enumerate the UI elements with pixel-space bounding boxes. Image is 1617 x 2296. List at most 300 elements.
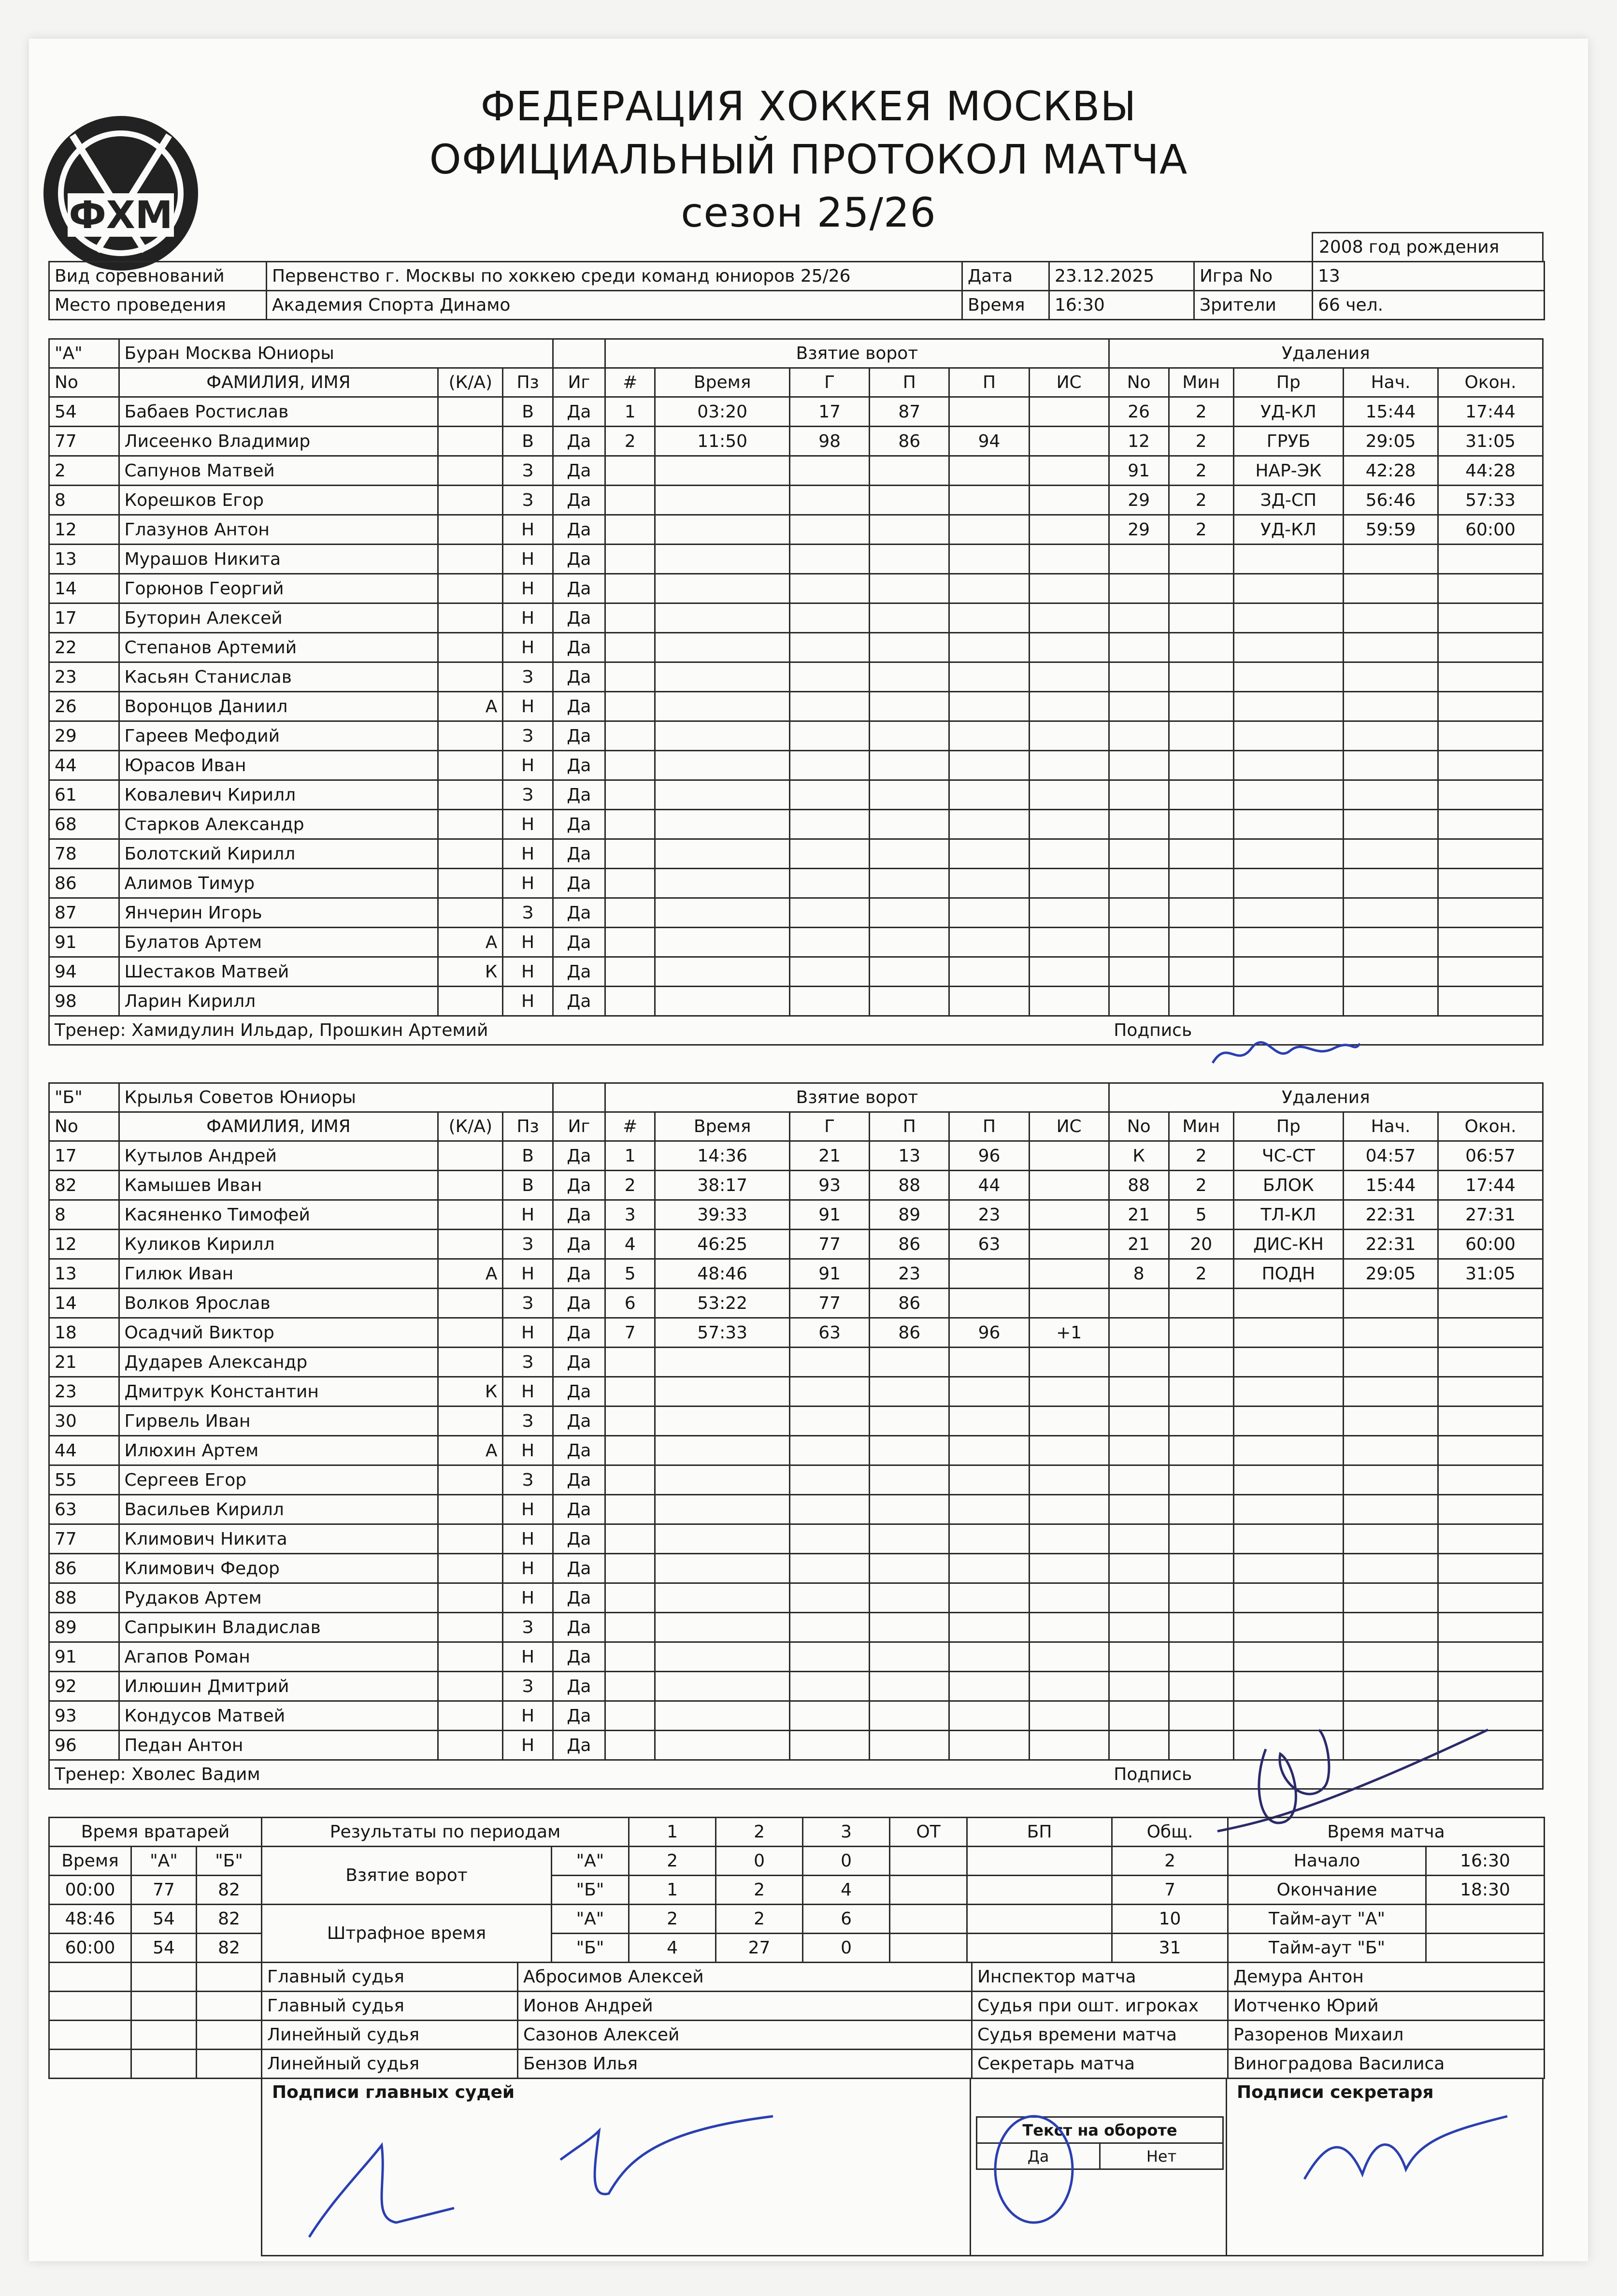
timeout-b-value — [1426, 1934, 1545, 1963]
player-role — [438, 898, 503, 928]
official-row — [972, 2021, 1545, 2050]
player-role — [438, 633, 503, 662]
player-played: Да — [553, 397, 605, 427]
player-played: Да — [553, 603, 605, 633]
period-3: 6 — [803, 1905, 890, 1934]
goal-scorer: 98 — [790, 427, 870, 456]
player-role — [438, 1200, 503, 1230]
player-position: Н — [503, 1642, 553, 1672]
period-1-header: 1 — [629, 1818, 716, 1847]
player-row — [49, 957, 1543, 987]
goal-scorer-header: Г — [790, 368, 870, 397]
player-role — [438, 1701, 503, 1731]
timeout-a-label: Тайм-аут "А" — [1228, 1905, 1426, 1934]
official-role: Судья при ошт. игроках — [972, 1992, 1228, 2021]
goalie-b: 82 — [197, 1905, 262, 1934]
goal-assist2 — [949, 397, 1029, 427]
player-role — [438, 662, 503, 692]
player-number: 44 — [49, 1436, 119, 1465]
player-row — [49, 1613, 1543, 1642]
player-number: 55 — [49, 1465, 119, 1495]
player-number: 94 — [49, 957, 119, 987]
player-role — [438, 1171, 503, 1200]
player-role — [438, 1348, 503, 1377]
player-position: Н — [503, 1583, 553, 1613]
player-role — [438, 397, 503, 427]
player-played: Да — [553, 545, 605, 574]
period-2: 27 — [716, 1934, 803, 1963]
player-name: Агапов Роман — [119, 1642, 438, 1672]
player-row — [49, 987, 1543, 1016]
player-position: З — [503, 456, 553, 486]
player-role — [438, 486, 503, 515]
pen-end: 31:05 — [1438, 1259, 1543, 1289]
info-table — [48, 261, 1545, 320]
player-role — [438, 427, 503, 456]
goal-time: 48:46 — [655, 1259, 790, 1289]
player-position: З — [503, 721, 553, 751]
goals-row-label: Взятие ворот — [262, 1847, 552, 1905]
player-role — [438, 515, 503, 545]
team-letter: "Б" — [49, 1083, 119, 1112]
goal-time: 14:36 — [655, 1141, 790, 1171]
player-role — [438, 751, 503, 780]
goal-time-header: Время — [655, 368, 790, 397]
officials-right-table — [971, 1962, 1545, 2079]
goal-assist2: 44 — [949, 1171, 1029, 1200]
season-title: сезон 25/26 — [681, 189, 936, 236]
player-row — [49, 1465, 1543, 1495]
goal-num: 1 — [605, 397, 655, 427]
period-1: 2 — [629, 1847, 716, 1876]
official-name: Сазонов Алексей — [518, 2021, 972, 2050]
game-value: 13 — [1313, 262, 1545, 291]
pz-header: Пз — [503, 1112, 553, 1141]
player-role — [438, 574, 503, 603]
player-number: 77 — [49, 1524, 119, 1554]
pen-min-header: Мин — [1169, 1112, 1233, 1141]
player-role — [438, 456, 503, 486]
player-number: 21 — [49, 1348, 119, 1377]
ka-header: (К/А) — [438, 368, 503, 397]
player-played: Да — [553, 515, 605, 545]
period-results-table — [261, 1817, 1229, 1963]
federation-title: ФЕДЕРАЦИЯ ХОККЕЯ МОСКВЫ — [480, 83, 1137, 130]
goal-num: 4 — [605, 1230, 655, 1259]
player-played: Да — [553, 662, 605, 692]
player-number: 93 — [49, 1701, 119, 1731]
period-3: 0 — [803, 1847, 890, 1876]
pen-reason: ГРУБ — [1233, 427, 1343, 456]
place-label: Место проведения — [49, 291, 267, 320]
period-3-header: 3 — [803, 1818, 890, 1847]
goal-assist2: 23 — [949, 1200, 1029, 1230]
timeout-b-label: Тайм-аут "Б" — [1228, 1934, 1426, 1963]
goal-num: 3 — [605, 1200, 655, 1230]
player-number: 77 — [49, 427, 119, 456]
pen-minutes: 2 — [1169, 1259, 1233, 1289]
official-role: Главный судья — [262, 1992, 518, 2021]
place-value: Академия Спорта Динамо — [267, 291, 962, 320]
player-played: Да — [553, 957, 605, 987]
player-number: 30 — [49, 1406, 119, 1436]
player-number: 12 — [49, 1230, 119, 1259]
goal-time: 39:33 — [655, 1200, 790, 1230]
player-name: Воронцов Даниил — [119, 692, 438, 721]
player-position: В — [503, 1141, 553, 1171]
goal-assist1: 87 — [870, 397, 949, 427]
player-position: Н — [503, 603, 553, 633]
player-number: 12 — [49, 515, 119, 545]
player-number: 23 — [49, 662, 119, 692]
pen-reason: ТЛ-КЛ — [1233, 1200, 1343, 1230]
pen-player: 21 — [1109, 1230, 1169, 1259]
period-1: 4 — [629, 1934, 716, 1963]
spectators-value: 66 чел. — [1313, 291, 1545, 320]
period-team: "А" — [552, 1905, 629, 1934]
player-name: Янчерин Игорь — [119, 898, 438, 928]
goal-assist1: 86 — [870, 427, 949, 456]
player-row — [49, 456, 1543, 486]
goal-assist2 — [949, 1259, 1029, 1289]
period-bp — [967, 1847, 1112, 1876]
player-row — [49, 1259, 1543, 1289]
player-position: В — [503, 397, 553, 427]
end-label: Окончание — [1228, 1876, 1426, 1905]
pen-minutes: 2 — [1169, 515, 1233, 545]
end-value: 18:30 — [1426, 1876, 1545, 1905]
reverse-no: Нет — [1100, 2143, 1223, 2169]
player-position: З — [503, 1613, 553, 1642]
coach-signature-label: Подпись — [1109, 1760, 1543, 1789]
player-number: 92 — [49, 1672, 119, 1701]
shootout-header: БП — [967, 1818, 1112, 1847]
player-position: Н — [503, 1377, 553, 1406]
player-played: Да — [553, 633, 605, 662]
player-row — [49, 1171, 1543, 1200]
goal-assist2: 94 — [949, 427, 1029, 456]
player-row — [49, 1583, 1543, 1613]
player-position: Н — [503, 987, 553, 1016]
player-name: Дмитрук Константин — [119, 1377, 438, 1406]
overtime-header: ОТ — [890, 1818, 967, 1847]
goal-scorer: 77 — [790, 1230, 870, 1259]
player-name: Бабаев Ростислав — [119, 397, 438, 427]
official-role: Главный судья — [262, 1963, 518, 1992]
pen-reason: ЧС-СТ — [1233, 1141, 1343, 1171]
pen-player: К — [1109, 1141, 1169, 1171]
pen-end-header: Окон. — [1438, 368, 1543, 397]
player-row — [49, 1436, 1543, 1465]
game-label: Игра No — [1194, 262, 1313, 291]
player-number: 13 — [49, 1259, 119, 1289]
player-row — [49, 810, 1543, 839]
player-played: Да — [553, 574, 605, 603]
player-row — [49, 427, 1543, 456]
player-role — [438, 987, 503, 1016]
player-played: Да — [553, 751, 605, 780]
player-row — [49, 545, 1543, 574]
period-team: "Б" — [552, 1876, 629, 1905]
player-row — [49, 1230, 1543, 1259]
official-row — [972, 1963, 1545, 1992]
pen-player: 29 — [1109, 486, 1169, 515]
time-label: Время — [962, 291, 1049, 320]
secretary-signature — [1295, 2102, 1512, 2198]
goalie-row — [49, 1905, 262, 1934]
player-row — [49, 869, 1543, 898]
player-name: Педан Антон — [119, 1731, 438, 1760]
team-a-block — [48, 338, 1544, 1046]
player-role: А — [438, 928, 503, 957]
period-bp — [967, 1934, 1112, 1963]
player-name: Сапрыкин Владислав — [119, 1613, 438, 1642]
official-row — [262, 2021, 972, 2050]
goalie-a: 54 — [131, 1905, 197, 1934]
player-name: Кондусов Матвей — [119, 1701, 438, 1731]
player-position: Н — [503, 1524, 553, 1554]
player-role: К — [438, 957, 503, 987]
player-played: Да — [553, 1230, 605, 1259]
player-position: З — [503, 486, 553, 515]
goal-assist1: 86 — [870, 1318, 949, 1348]
player-role — [438, 1465, 503, 1495]
player-row — [49, 692, 1543, 721]
pz-header: Пз — [503, 368, 553, 397]
pen-start: 15:44 — [1343, 397, 1438, 427]
official-name: Иотченко Юрий — [1228, 1992, 1545, 2021]
goal-time: 53:22 — [655, 1289, 790, 1318]
goalie-row — [49, 1934, 262, 1963]
period-bp — [967, 1876, 1112, 1905]
goal-time: 03:20 — [655, 397, 790, 427]
player-role — [438, 721, 503, 751]
player-row — [49, 780, 1543, 810]
official-role: Секретарь матча — [972, 2050, 1228, 2079]
goal-num: 1 — [605, 1141, 655, 1171]
pen-player: 91 — [1109, 456, 1169, 486]
player-number: 8 — [49, 1200, 119, 1230]
timeout-a-value — [1426, 1905, 1545, 1934]
player-number: 91 — [49, 1642, 119, 1672]
player-role — [438, 1672, 503, 1701]
goal-num: 5 — [605, 1259, 655, 1289]
pen-reason: ЗД-СП — [1233, 486, 1343, 515]
player-played: Да — [553, 486, 605, 515]
player-number: 17 — [49, 1141, 119, 1171]
goal-scorer-header: Г — [790, 1112, 870, 1141]
goalie-times-title: Время вратарей — [49, 1818, 262, 1847]
player-name: Касьян Станислав — [119, 662, 438, 692]
player-number: 78 — [49, 839, 119, 869]
official-name: Разоренов Михаил — [1228, 2021, 1545, 2050]
player-row — [49, 662, 1543, 692]
player-number: 14 — [49, 574, 119, 603]
logo-text: ФХМ — [69, 194, 173, 237]
period-2: 0 — [716, 1847, 803, 1876]
pen-min-header: Мин — [1169, 368, 1233, 397]
player-row — [49, 751, 1543, 780]
goalie-change-time: 48:46 — [49, 1905, 131, 1934]
pen-minutes: 2 — [1169, 486, 1233, 515]
player-role — [438, 603, 503, 633]
official-name: Виноградова Василиса — [1228, 2050, 1545, 2079]
player-role — [438, 1642, 503, 1672]
pen-reason: ДИС-КН — [1233, 1230, 1343, 1259]
player-played: Да — [553, 1141, 605, 1171]
goal-time: 11:50 — [655, 427, 790, 456]
total-header: Общ. — [1112, 1818, 1228, 1847]
referee-signatures — [290, 2102, 821, 2247]
player-position: Н — [503, 839, 553, 869]
assist2-header: П — [949, 368, 1029, 397]
player-number: 68 — [49, 810, 119, 839]
coach-signature-label: Подпись — [1109, 1016, 1543, 1045]
player-position: З — [503, 1289, 553, 1318]
player-number: 98 — [49, 987, 119, 1016]
goal-situation — [1029, 397, 1109, 427]
player-role: А — [438, 1259, 503, 1289]
player-position: З — [503, 1465, 553, 1495]
assist1-header: П — [870, 1112, 949, 1141]
player-played: Да — [553, 1200, 605, 1230]
player-name: Рудаков Артем — [119, 1583, 438, 1613]
goal-assist1: 23 — [870, 1259, 949, 1289]
name-header: ФАМИЛИЯ, ИМЯ — [119, 1112, 438, 1141]
goal-situation-header: ИС — [1029, 1112, 1109, 1141]
player-row — [49, 515, 1543, 545]
player-position: Н — [503, 810, 553, 839]
pen-minutes: 2 — [1169, 397, 1233, 427]
pen-start: 22:31 — [1343, 1200, 1438, 1230]
player-name: Сапунов Матвей — [119, 456, 438, 486]
player-name: Осадчий Виктор — [119, 1318, 438, 1348]
player-number: 26 — [49, 692, 119, 721]
period-ot — [890, 1934, 967, 1963]
player-position: З — [503, 1230, 553, 1259]
pen-reason: БЛОК — [1233, 1171, 1343, 1200]
player-number: 61 — [49, 780, 119, 810]
period-2: 2 — [716, 1876, 803, 1905]
official-row — [972, 1992, 1545, 2021]
assist2-header: П — [949, 1112, 1029, 1141]
goal-num: 7 — [605, 1318, 655, 1348]
team-name: Буран Москва Юниоры — [119, 339, 553, 368]
player-number: 87 — [49, 898, 119, 928]
ig-header: Иг — [553, 1112, 605, 1141]
player-played: Да — [553, 1495, 605, 1524]
player-played: Да — [553, 1436, 605, 1465]
player-position: В — [503, 1171, 553, 1200]
player-position: В — [503, 427, 553, 456]
penalties-title: Удаления — [1109, 1083, 1543, 1112]
player-number: 13 — [49, 545, 119, 574]
player-role — [438, 1230, 503, 1259]
pen-end: 27:31 — [1438, 1200, 1543, 1230]
goal-assist2: 96 — [949, 1141, 1029, 1171]
pen-reason: ПОДН — [1233, 1259, 1343, 1289]
name-header: ФАМИЛИЯ, ИМЯ — [119, 368, 438, 397]
player-name: Глазунов Антон — [119, 515, 438, 545]
player-name: Старков Александр — [119, 810, 438, 839]
period-2-header: 2 — [716, 1818, 803, 1847]
player-row — [49, 1495, 1543, 1524]
goal-situation: +1 — [1029, 1318, 1109, 1348]
player-number: 86 — [49, 869, 119, 898]
player-row — [49, 397, 1543, 427]
player-played: Да — [553, 1583, 605, 1613]
pen-reason: НАР-ЭК — [1233, 456, 1343, 486]
match-time-title: Время матча — [1228, 1818, 1545, 1847]
pen-minutes: 2 — [1169, 1171, 1233, 1200]
player-number: 14 — [49, 1289, 119, 1318]
player-played: Да — [553, 1289, 605, 1318]
pen-end: 31:05 — [1438, 427, 1543, 456]
player-played: Да — [553, 1406, 605, 1436]
player-role — [438, 810, 503, 839]
pen-player: 12 — [1109, 427, 1169, 456]
player-number: 91 — [49, 928, 119, 957]
player-row — [49, 486, 1543, 515]
goalie-b: 82 — [197, 1934, 262, 1963]
goal-time-header: Время — [655, 1112, 790, 1141]
player-position: Н — [503, 515, 553, 545]
player-played: Да — [553, 1318, 605, 1348]
goal-scorer: 91 — [790, 1200, 870, 1230]
player-name: Корешков Егор — [119, 486, 438, 515]
goalie-times-table — [48, 1817, 262, 2079]
pen-start: 42:28 — [1343, 456, 1438, 486]
player-row — [49, 1141, 1543, 1171]
player-position: З — [503, 1672, 553, 1701]
goal-assist2 — [949, 1289, 1029, 1318]
goal-situation — [1029, 1259, 1109, 1289]
pen-start: 29:05 — [1343, 1259, 1438, 1289]
player-name: Болотский Кирилл — [119, 839, 438, 869]
player-played: Да — [553, 721, 605, 751]
reverse-text-label: Текст на обороте — [977, 2117, 1223, 2143]
pen-end: 44:28 — [1438, 456, 1543, 486]
player-name: Камышев Иван — [119, 1171, 438, 1200]
pen-no-header: No — [1109, 368, 1169, 397]
official-name: Бензов Илья — [518, 2050, 972, 2079]
player-role — [438, 780, 503, 810]
player-role — [438, 1318, 503, 1348]
coach: Тренер: Хамидулин Ильдар, Прошкин Артемий — [49, 1016, 1109, 1045]
start-label: Начало — [1228, 1847, 1426, 1876]
pen-end: 60:00 — [1438, 1230, 1543, 1259]
penalties-title: Удаления — [1109, 339, 1543, 368]
goalie-b-header: "Б" — [197, 1847, 262, 1876]
player-row — [49, 1642, 1543, 1672]
comp-value: Первенство г. Москвы по хоккею среди команд юниоров 25/26 — [267, 262, 962, 291]
goal-situation — [1029, 1230, 1109, 1259]
goal-scorer: 17 — [790, 397, 870, 427]
period-1: 1 — [629, 1876, 716, 1905]
player-name: Буторин Алексей — [119, 603, 438, 633]
team-name: Крылья Советов Юниоры — [119, 1083, 553, 1112]
player-name: Илюшин Дмитрий — [119, 1672, 438, 1701]
pen-end: 57:33 — [1438, 486, 1543, 515]
goalie-a: 54 — [131, 1934, 197, 1963]
player-number: 2 — [49, 456, 119, 486]
player-name: Алимов Тимур — [119, 869, 438, 898]
player-played: Да — [553, 1524, 605, 1554]
player-number: 29 — [49, 721, 119, 751]
player-position: З — [503, 1406, 553, 1436]
pen-start: 15:44 — [1343, 1171, 1438, 1200]
player-number: 88 — [49, 1583, 119, 1613]
